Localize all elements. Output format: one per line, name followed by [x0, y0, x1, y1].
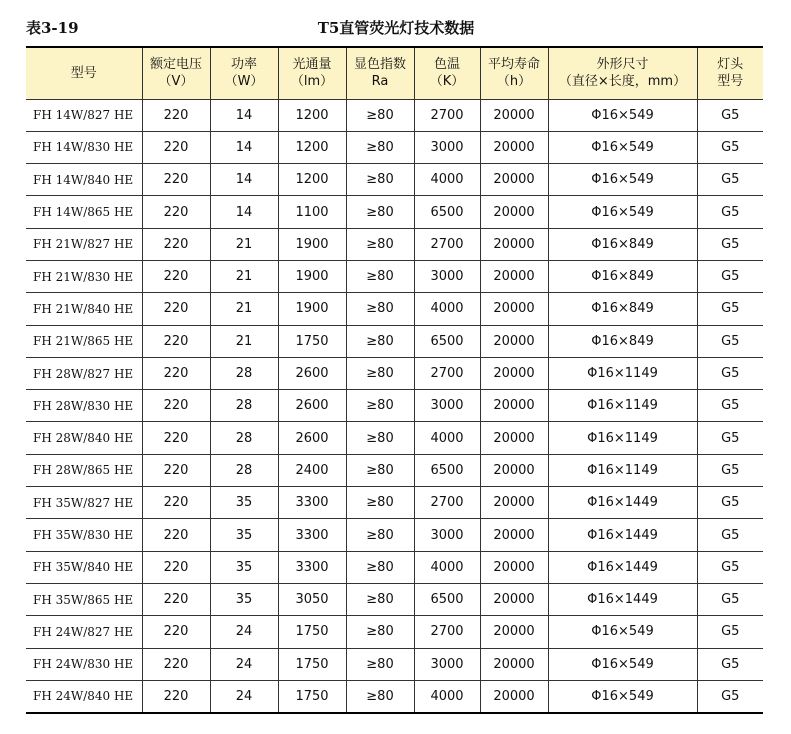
cell-base: G5: [697, 325, 763, 357]
cell-dimensions: Φ16×849: [548, 260, 697, 292]
cell-power: 24: [210, 680, 278, 712]
cell-power: 28: [210, 454, 278, 486]
cell-color-temp: 3000: [414, 260, 480, 292]
cell-color-temp: 2700: [414, 357, 480, 389]
cell-power: 21: [210, 260, 278, 292]
cell-cri: ≥80: [346, 583, 414, 615]
cell-power: 35: [210, 551, 278, 583]
cell-base: G5: [697, 583, 763, 615]
cell-base: G5: [697, 357, 763, 389]
cell-cri: ≥80: [346, 519, 414, 551]
cell-dimensions: Φ16×549: [548, 99, 697, 131]
cell-voltage: 220: [142, 164, 210, 196]
cell-flux: 1200: [278, 131, 346, 163]
cell-voltage: 220: [142, 293, 210, 325]
cell-dimensions: Φ16×1449: [548, 487, 697, 519]
cell-power: 14: [210, 99, 278, 131]
cell-cri: ≥80: [346, 164, 414, 196]
cell-life: 20000: [480, 583, 548, 615]
cell-dimensions: Φ16×549: [548, 196, 697, 228]
table-row: [26, 583, 763, 615]
header-line: 外形尺寸: [596, 57, 649, 73]
cell-color-temp: 6500: [414, 454, 480, 486]
cell-flux: 2600: [278, 390, 346, 422]
header-cri: [346, 47, 414, 99]
table-row: [26, 196, 763, 228]
cell-dimensions: Φ16×1449: [548, 583, 697, 615]
table-header: [26, 47, 763, 99]
cell-dimensions: Φ16×849: [548, 293, 697, 325]
cell-life: 20000: [480, 164, 548, 196]
cell-power: 21: [210, 325, 278, 357]
cell-cri: ≥80: [346, 551, 414, 583]
header-unit: （V）: [158, 74, 194, 90]
cell-flux: 1100: [278, 196, 346, 228]
cell-color-temp: 6500: [414, 583, 480, 615]
cell-life: 20000: [480, 357, 548, 389]
cell-voltage: 220: [142, 357, 210, 389]
header-base: [697, 47, 763, 99]
cell-dimensions: Φ16×1149: [548, 357, 697, 389]
cell-base: G5: [697, 680, 763, 712]
header-line: 灯头: [717, 57, 744, 73]
cell-power: 28: [210, 390, 278, 422]
cell-base: G5: [697, 131, 763, 163]
cell-flux: 1750: [278, 616, 346, 648]
cell-model: FH 14W/840 HE: [26, 164, 142, 196]
cell-color-temp: 2700: [414, 616, 480, 648]
cell-cri: ≥80: [346, 487, 414, 519]
cell-dimensions: Φ16×849: [548, 228, 697, 260]
cell-voltage: 220: [142, 325, 210, 357]
cell-color-temp: 4000: [414, 164, 480, 196]
cell-life: 20000: [480, 196, 548, 228]
cell-dimensions: Φ16×1149: [548, 454, 697, 486]
cell-dimensions: Φ16×1449: [548, 519, 697, 551]
cell-cri: ≥80: [346, 357, 414, 389]
table-row: [26, 325, 763, 357]
header-life: [480, 47, 548, 99]
header-row: [26, 47, 763, 99]
header-model: [26, 47, 142, 99]
cell-cri: ≥80: [346, 325, 414, 357]
header-line: 显色指数: [353, 57, 406, 73]
table-row: [26, 260, 763, 292]
cell-color-temp: 2700: [414, 487, 480, 519]
cell-dimensions: Φ16×1149: [548, 422, 697, 454]
cell-voltage: 220: [142, 390, 210, 422]
cell-life: 20000: [480, 422, 548, 454]
cell-cri: ≥80: [346, 99, 414, 131]
cell-model: FH 21W/827 HE: [26, 228, 142, 260]
cell-cri: ≥80: [346, 454, 414, 486]
cell-life: 20000: [480, 519, 548, 551]
header-line: 型号: [70, 65, 97, 81]
cell-power: 35: [210, 583, 278, 615]
cell-color-temp: 4000: [414, 680, 480, 712]
cell-color-temp: 4000: [414, 422, 480, 454]
cell-life: 20000: [480, 551, 548, 583]
cell-base: G5: [697, 616, 763, 648]
cell-power: 14: [210, 164, 278, 196]
cell-flux: 1750: [278, 680, 346, 712]
header-power: [210, 47, 278, 99]
table-title: T5直管荧光灯技术数据: [317, 19, 475, 37]
cell-voltage: 220: [142, 616, 210, 648]
lamp-spec-table: [26, 46, 763, 714]
header-line: 平均寿命: [487, 57, 540, 73]
cell-base: G5: [697, 487, 763, 519]
cell-power: 35: [210, 487, 278, 519]
cell-voltage: 220: [142, 260, 210, 292]
header-unit: （h）: [496, 74, 532, 90]
cell-color-temp: 3000: [414, 131, 480, 163]
cell-life: 20000: [480, 131, 548, 163]
cell-flux: 1750: [278, 325, 346, 357]
header-voltage: [142, 47, 210, 99]
cell-model: FH 21W/830 HE: [26, 260, 142, 292]
cell-voltage: 220: [142, 228, 210, 260]
cell-dimensions: Φ16×549: [548, 648, 697, 680]
cell-cri: ≥80: [346, 616, 414, 648]
cell-base: G5: [697, 648, 763, 680]
cell-life: 20000: [480, 325, 548, 357]
cell-voltage: 220: [142, 583, 210, 615]
cell-color-temp: 6500: [414, 325, 480, 357]
cell-base: G5: [697, 293, 763, 325]
cell-life: 20000: [480, 99, 548, 131]
cell-power: 24: [210, 648, 278, 680]
cell-voltage: 220: [142, 454, 210, 486]
cell-model: FH 28W/827 HE: [26, 357, 142, 389]
cell-flux: 3050: [278, 583, 346, 615]
cell-flux: 1900: [278, 228, 346, 260]
cell-model: FH 28W/865 HE: [26, 454, 142, 486]
cell-color-temp: 2700: [414, 99, 480, 131]
cell-life: 20000: [480, 293, 548, 325]
cell-model: FH 21W/865 HE: [26, 325, 142, 357]
cell-cri: ≥80: [346, 422, 414, 454]
table-row: [26, 131, 763, 163]
cell-base: G5: [697, 422, 763, 454]
cell-model: FH 14W/827 HE: [26, 99, 142, 131]
cell-model: FH 35W/865 HE: [26, 583, 142, 615]
cell-color-temp: 3000: [414, 648, 480, 680]
cell-color-temp: 6500: [414, 196, 480, 228]
cell-cri: ≥80: [346, 390, 414, 422]
table-row: [26, 519, 763, 551]
header-flux: [278, 47, 346, 99]
cell-power: 28: [210, 357, 278, 389]
cell-color-temp: 4000: [414, 551, 480, 583]
cell-cri: ≥80: [346, 648, 414, 680]
cell-voltage: 220: [142, 196, 210, 228]
cell-voltage: 220: [142, 680, 210, 712]
cell-voltage: 220: [142, 551, 210, 583]
header-unit: （直径×长度，mm）: [558, 74, 687, 90]
cell-dimensions: Φ16×549: [548, 680, 697, 712]
cell-base: G5: [697, 454, 763, 486]
cell-model: FH 35W/830 HE: [26, 519, 142, 551]
table-row: [26, 422, 763, 454]
cell-dimensions: Φ16×1449: [548, 551, 697, 583]
header-color-temp: [414, 47, 480, 99]
cell-flux: 1900: [278, 293, 346, 325]
cell-model: FH 28W/840 HE: [26, 422, 142, 454]
header-line: 色温: [433, 57, 460, 73]
cell-model: FH 35W/827 HE: [26, 487, 142, 519]
cell-model: FH 24W/827 HE: [26, 616, 142, 648]
cell-model: FH 24W/830 HE: [26, 648, 142, 680]
cell-power: 35: [210, 519, 278, 551]
table-row: [26, 648, 763, 680]
cell-dimensions: Φ16×849: [548, 325, 697, 357]
cell-power: 14: [210, 196, 278, 228]
header-unit: 型号: [717, 74, 744, 90]
cell-base: G5: [697, 390, 763, 422]
cell-cri: ≥80: [346, 228, 414, 260]
cell-power: 24: [210, 616, 278, 648]
cell-base: G5: [697, 196, 763, 228]
cell-voltage: 220: [142, 99, 210, 131]
cell-voltage: 220: [142, 648, 210, 680]
cell-power: 21: [210, 293, 278, 325]
cell-color-temp: 2700: [414, 228, 480, 260]
cell-model: FH 28W/830 HE: [26, 390, 142, 422]
cell-flux: 2600: [278, 422, 346, 454]
cell-cri: ≥80: [346, 131, 414, 163]
cell-model: FH 14W/865 HE: [26, 196, 142, 228]
cell-voltage: 220: [142, 422, 210, 454]
table-number: 表3-19: [26, 19, 79, 37]
header-unit: Ra: [371, 74, 389, 90]
header-unit: （W）: [224, 74, 264, 90]
cell-base: G5: [697, 99, 763, 131]
cell-cri: ≥80: [346, 260, 414, 292]
header-unit: （K）: [429, 74, 465, 90]
cell-dimensions: Φ16×549: [548, 164, 697, 196]
cell-flux: 1900: [278, 260, 346, 292]
cell-base: G5: [697, 164, 763, 196]
cell-power: 28: [210, 422, 278, 454]
cell-base: G5: [697, 551, 763, 583]
cell-dimensions: Φ16×549: [548, 131, 697, 163]
cell-cri: ≥80: [346, 196, 414, 228]
cell-model: FH 35W/840 HE: [26, 551, 142, 583]
table-row: [26, 680, 763, 712]
cell-color-temp: 3000: [414, 390, 480, 422]
cell-power: 14: [210, 131, 278, 163]
cell-voltage: 220: [142, 519, 210, 551]
cell-flux: 3300: [278, 487, 346, 519]
cell-flux: 2400: [278, 454, 346, 486]
cell-base: G5: [697, 260, 763, 292]
table-caption: [26, 17, 766, 41]
cell-flux: 3300: [278, 519, 346, 551]
cell-dimensions: Φ16×1149: [548, 390, 697, 422]
header-line: 功率: [230, 57, 257, 73]
header-dimensions: [548, 47, 697, 99]
table-row: [26, 357, 763, 389]
header-line: 光通量: [292, 57, 332, 73]
cell-life: 20000: [480, 616, 548, 648]
table-row: [26, 551, 763, 583]
table-row: [26, 293, 763, 325]
table-row: [26, 228, 763, 260]
table-row: [26, 616, 763, 648]
cell-base: G5: [697, 228, 763, 260]
cell-life: 20000: [480, 648, 548, 680]
cell-model: FH 21W/840 HE: [26, 293, 142, 325]
cell-flux: 3300: [278, 551, 346, 583]
cell-dimensions: Φ16×549: [548, 616, 697, 648]
cell-flux: 1200: [278, 164, 346, 196]
cell-cri: ≥80: [346, 680, 414, 712]
cell-voltage: 220: [142, 131, 210, 163]
header-line: 额定电压: [149, 57, 202, 73]
cell-flux: 1200: [278, 99, 346, 131]
cell-model: FH 14W/830 HE: [26, 131, 142, 163]
cell-flux: 1750: [278, 648, 346, 680]
cell-power: 21: [210, 228, 278, 260]
cell-life: 20000: [480, 680, 548, 712]
cell-base: G5: [697, 519, 763, 551]
table-row: [26, 99, 763, 131]
cell-cri: ≥80: [346, 293, 414, 325]
table-row: [26, 164, 763, 196]
cell-life: 20000: [480, 487, 548, 519]
cell-life: 20000: [480, 390, 548, 422]
cell-flux: 2600: [278, 357, 346, 389]
cell-model: FH 24W/840 HE: [33, 689, 134, 704]
table-body: [26, 99, 763, 713]
header-unit: （lm）: [290, 74, 334, 90]
cell-voltage: 220: [142, 487, 210, 519]
table-row: [26, 487, 763, 519]
cell-life: 20000: [480, 228, 548, 260]
table-row: [26, 454, 763, 486]
cell-color-temp: 3000: [414, 519, 480, 551]
table-row: [26, 390, 763, 422]
cell-color-temp: 4000: [414, 293, 480, 325]
cell-life: 20000: [480, 260, 548, 292]
cell-life: 20000: [480, 454, 548, 486]
